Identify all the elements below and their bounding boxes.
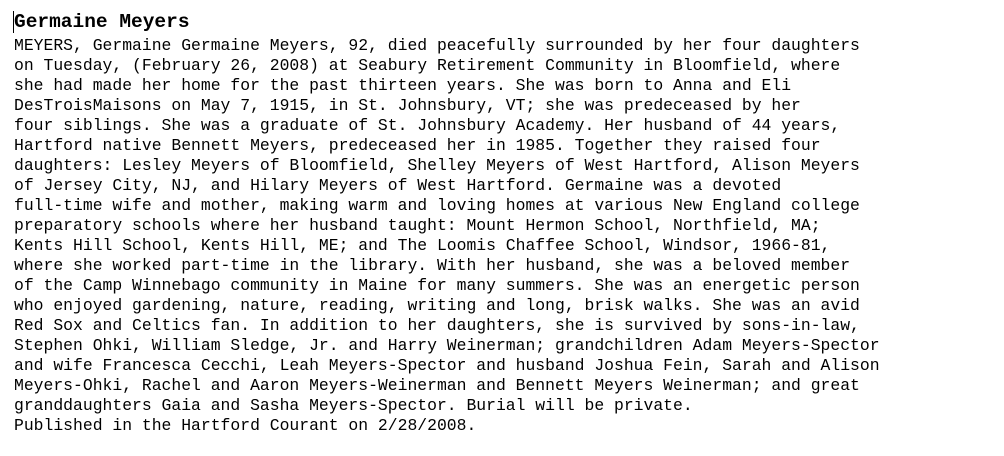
text-line: Meyers-Ohki, Rachel and Aaron Meyers-Weinerman and Bennett Meyers Weinerman; and great xyxy=(14,376,860,395)
text-line: daughters: Lesley Meyers of Bloomfield, Shelley Meyers of West Hartford, Alison Meyers xyxy=(14,156,860,175)
text-line: on Tuesday, (February 26, 2008) at Seabury Retirement Community in Bloomfield, where xyxy=(14,56,841,75)
published-line: Published in the Hartford Courant on 2/28/2008. xyxy=(14,416,477,435)
text-line: of Jersey City, NJ, and Hilary Meyers of West Hartford. Germaine was a devoted xyxy=(14,176,782,195)
document-title: Germaine Meyers xyxy=(14,11,190,33)
title-row xyxy=(14,8,999,36)
text-line: she had made her home for the past thirteen years. She was born to Anna and Eli xyxy=(14,76,792,95)
text-line: full-time wife and mother, making warm and loving homes at various New England college xyxy=(14,196,860,215)
text-line: four siblings. She was a graduate of St. Johnsbury Academy. Her husband of 44 years, xyxy=(14,116,841,135)
text-line: who enjoyed gardening, nature, reading, writing and long, brisk walks. She was an avid xyxy=(14,296,860,315)
text-line: Red Sox and Celtics fan. In addition to her daughters, she is survived by sons-in-law, xyxy=(14,316,860,335)
text-line: DesTroisMaisons on May 7, 1915, in St. Johnsbury, VT; she was predeceased by her xyxy=(14,96,801,115)
document-body[interactable] xyxy=(14,8,999,436)
text-line: Stephen Ohki, William Sledge, Jr. and Harry Weinerman; grandchildren Adam Meyers-Spector xyxy=(14,336,880,355)
text-line: of the Camp Winnebago community in Maine for many summers. She was an energetic person xyxy=(14,276,860,295)
text-line: MEYERS, Germaine Germaine Meyers, 92, died peacefully surrounded by her four daughters xyxy=(14,36,860,55)
text-line: where she worked part-time in the library. With her husband, she was a beloved member xyxy=(14,256,851,275)
text-line: granddaughters Gaia and Sasha Meyers-Spector. Burial will be private. xyxy=(14,396,693,415)
text-line: Kents Hill School, Kents Hill, ME; and The Loomis Chaffee School, Windsor, 1966-81, xyxy=(14,236,831,255)
text-line: Hartford native Bennett Meyers, predeceased her in 1985. Together they raised four xyxy=(14,136,821,155)
text-line: and wife Francesca Cecchi, Leah Meyers-Spector and husband Joshua Fein, Sarah and Alison xyxy=(14,356,880,375)
text-line: preparatory schools where her husband taught: Mount Hermon School, Northfield, MA; xyxy=(14,216,821,235)
obituary-text xyxy=(14,36,999,436)
text-cursor xyxy=(13,11,14,33)
